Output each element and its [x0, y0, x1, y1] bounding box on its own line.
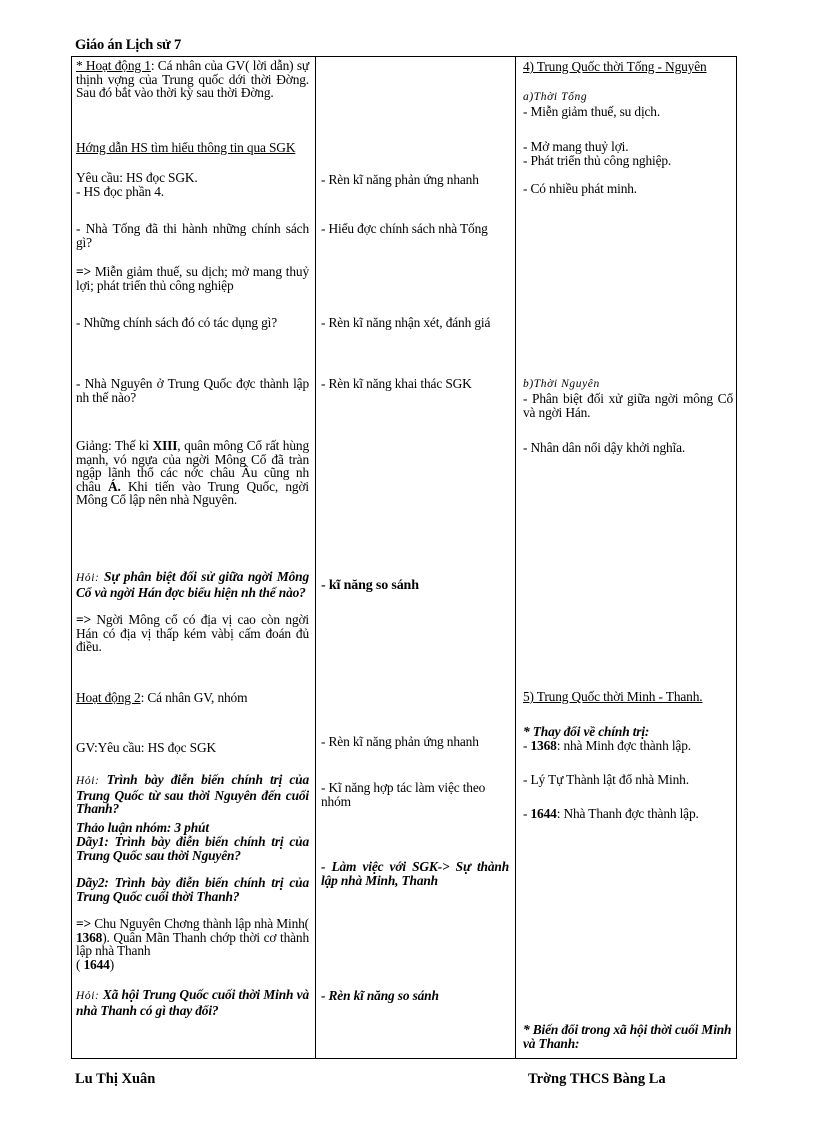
col3-section-5-item-2: - Lý Tự Thành lật đổ nhà Minh. [523, 772, 689, 787]
answer-text: Ngời Mông cổ có địa vị cao còn ngời Hán có địa vị thấp kém vàbị cấm đoán đủ điều. [76, 612, 309, 655]
col3-section-4a-item-4: - Có nhiều phát minh. [523, 181, 638, 196]
answer-arrow: => [76, 264, 91, 279]
col3-section-5-subtitle: * Thay đổi về chính trị: [523, 724, 650, 739]
col3-section-4-title: 4) Trung Quốc thời Tống - Nguyên [523, 59, 707, 74]
col1-huong-dan: Hớng dẫn HS tìm hiểu thông tin qua SGK [76, 140, 296, 155]
col3-section-4a-item-2: - Mở mang thuỷ lợi. [523, 139, 629, 154]
col1-hd2 [76, 691, 309, 705]
activity-2-label: Hoạt động 2 [76, 690, 141, 705]
column-divider-2 [515, 57, 516, 1058]
col3-section-4b-item-2: - Nhân dân nổi dậy khởi nghĩa. [523, 440, 686, 455]
item-year: 1644 [530, 806, 557, 821]
question-label: Hỏi: [76, 990, 100, 1002]
col1-group-1: Dãy1: Trình bày điễn biến chính trị của Trung Quốc sau thời Nguyên? [76, 834, 309, 863]
col1-question-1 [76, 570, 309, 599]
col3-section-4b-item-1: - Phân biệt đối xử giữa ngời mông Cổ và ngời Hán. [523, 391, 733, 420]
col3-section-5-item-1 [523, 739, 733, 753]
item-text: - [523, 738, 531, 753]
col2-skill-6: - Rèn kĩ năng phản ứng nhanh [321, 734, 479, 749]
col1-answer-policies [76, 265, 309, 292]
col3-section-4b: b)Thời Nguyên [523, 378, 600, 390]
answer-year: 1644 [83, 956, 110, 972]
question-text: Xã hội Trung Quốc cuối thời Minh và nhà Thanh có gì thay đổi? [76, 987, 309, 1018]
item-year: 1368 [530, 738, 557, 753]
col2-skill-2: - Hiểu đợc chính sách nhà Tống [321, 221, 488, 236]
lesson-table [71, 56, 737, 1059]
col1-hd1 [76, 59, 309, 100]
page-header-title: Giáo án Lịch sử 7 [75, 37, 182, 53]
lecture-part: Khi tiến vào Trung Quốc, ngời Mông Cổ lập nên nhà Nguyên. [76, 478, 309, 508]
col1-question-2 [76, 773, 309, 816]
item-text: : Nhà Thanh đợc thành lập. [556, 806, 699, 821]
lecture-century: XIII [152, 438, 178, 453]
col3-section-5-item-3 [523, 807, 733, 821]
activity-1-text: : Cá nhân của GV( lời dẫn) sự thịnh vợng của Trung quốc dới thời Đờng. Sau đó bắt vào thời kỳ sau thời Đờng. [76, 58, 309, 101]
answer-year: 1368 [76, 929, 103, 945]
lecture-part: Giảng: Thế kỉ [76, 438, 153, 453]
answer-text: Chu Nguyên Chơng thành lập nhà Minh( [90, 916, 309, 931]
col1-answer-1 [76, 613, 309, 654]
col1-gv-yeu-cau: GV:Yêu cầu: HS đọc SGK [76, 740, 217, 755]
col3-section-4a-item-3: - Phát triển thủ công nghiệp. [523, 153, 672, 168]
question-text: Sự phân biệt đối sử giữa ngời Mông Cổ và ngời Hán đợc biểu hiện nh thế nào? [76, 569, 309, 600]
col1-question-3 [76, 988, 309, 1017]
col3-section-4a: a)Thời Tống [523, 91, 588, 103]
col2-skill-9: - Rèn kĩ năng so sánh [321, 988, 439, 1003]
col1-doc-phan: - HS đọc phần 4. [76, 184, 164, 199]
answer-arrow: => [76, 916, 91, 931]
lecture-part: , quân mông Cổ rất hùng mạnh, vó ngựa của ngời Mông Cổ đã tràn ngập lãnh thổ các nớc châu Âu cũng nh châu [76, 438, 309, 494]
activity-2-text: : Cá nhân GV, nhóm [140, 690, 248, 705]
col2-skill-7: - Kĩ năng hợp tác làm việc theo nhóm [321, 780, 486, 809]
question-label: Hỏi: [76, 775, 100, 787]
col2-skill-1: - Rèn kĩ năng phản ứng nhanh [321, 172, 479, 187]
col3-section-5-title: 5) Trung Quốc thời Minh - Thanh. [523, 689, 703, 704]
footer-school: Trờng THCS Bàng La [528, 1071, 666, 1087]
col1-yeu-cau: Yêu cầu: HS đọc SGK. [76, 170, 198, 185]
question-label: Hỏi: [76, 572, 100, 584]
col3-section-4a-item-1: - Miễn giảm thuế, su dịch. [523, 104, 661, 119]
col1-group-2: Dãy2: Trình bày điễn biến chính trị của Trung Quốc cuối thời Thanh? [76, 875, 309, 904]
answer-text: ). Quân Mãn Thanh chớp thời cơ thành lập nhà Thanh [76, 929, 309, 959]
col1-answer-2 [76, 917, 309, 971]
col2-skill-8: - Làm việc với SGK-> Sự thành lập nhà Minh, Thanh [321, 859, 509, 888]
question-text: Trình bày điễn biến chính trị của Trung Quốc từ sau thời Nguyên đến cuối Thanh? [76, 772, 309, 817]
col1-group-discussion: Thảo luận nhóm: 3 phút [76, 820, 209, 835]
col2-skill-5: - kĩ năng so sánh [321, 578, 419, 593]
col1-question-nguyen: - Nhà Nguyên ở Trung Quốc đợc thành lập nh thế nào? [76, 376, 309, 405]
col1-lecture [76, 439, 309, 507]
column-divider-1 [315, 57, 316, 1058]
lecture-asia: Á. [107, 478, 121, 494]
footer-author: Lu Thị Xuân [75, 1071, 156, 1087]
col1-question-policies: - Nhà Tống đã thi hành những chính sách gì? [76, 221, 309, 250]
col3-section-5-society: * Biến đổi trong xã hội thời cuối Minh và Thanh: [523, 1022, 732, 1051]
item-text: - [523, 806, 531, 821]
answer-text: ( [76, 956, 84, 972]
item-text: : nhà Minh đợc thành lập. [556, 738, 691, 753]
activity-1-label: * Hoạt động 1 [76, 58, 151, 73]
answer-arrow: => [76, 612, 91, 627]
answer-text: Miễn giảm thuế, su dịch; mở mang thuỷ lợi; phát triển thủ công nghiệp [76, 264, 309, 293]
col2-skill-4: - Rèn kĩ năng khai thác SGK [321, 376, 472, 391]
answer-text: ) [109, 956, 115, 972]
col2-skill-3: - Rèn kĩ năng nhận xét, đánh giá [321, 315, 491, 330]
col1-question-effect: - Những chính sách đó có tác dụng gì? [76, 315, 278, 330]
